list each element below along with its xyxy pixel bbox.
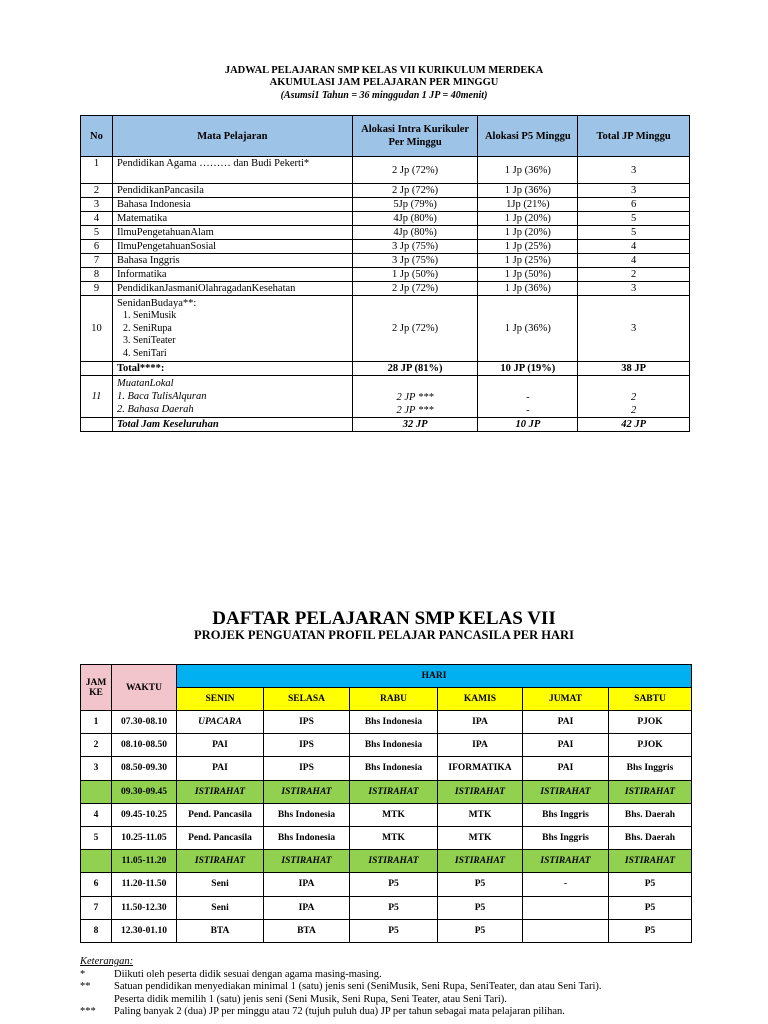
table-row bbox=[81, 896, 692, 919]
note-mark: *** bbox=[80, 1006, 96, 1017]
schedule-cell: P5 bbox=[609, 873, 692, 896]
schedule-cell: IPA bbox=[264, 873, 350, 896]
row-total: 3 bbox=[578, 157, 690, 184]
table-row bbox=[81, 919, 692, 942]
row-total: 3 bbox=[578, 296, 690, 362]
list-item: 4. SeniTari bbox=[133, 348, 348, 361]
row-intra: 3 Jp (75%) bbox=[352, 254, 478, 268]
notes bbox=[80, 956, 700, 1019]
row-no: 7 bbox=[81, 254, 113, 268]
schedule-cell: Bhs Inggris bbox=[523, 826, 609, 849]
row-subject: Bahasa Indonesia bbox=[112, 198, 352, 212]
schedule-cell: ISTIRAHAT bbox=[523, 850, 609, 873]
schedule-cell: PJOK bbox=[609, 734, 692, 757]
total-row bbox=[81, 362, 690, 376]
row-subject: IlmuPengetahuanAlam bbox=[112, 226, 352, 240]
note-item bbox=[80, 1006, 700, 1019]
day-selasa: SELASA bbox=[264, 688, 350, 711]
schedule-cell: ISTIRAHAT bbox=[177, 780, 264, 803]
schedule-cell: Bhs Indonesia bbox=[350, 757, 438, 780]
row-no: 2 bbox=[81, 184, 113, 198]
table-row bbox=[81, 711, 692, 734]
table-row bbox=[81, 184, 690, 198]
row-p5: 1 Jp (20%) bbox=[478, 212, 578, 226]
row-intra: 5Jp (79%) bbox=[352, 198, 478, 212]
row-subject: Matematika bbox=[112, 212, 352, 226]
note-text: Diikuti oleh peserta didik sesuai dengan agama masing-masing. bbox=[114, 968, 382, 980]
day-rabu: RABU bbox=[350, 688, 438, 711]
row-intra: 2 Jp (72%) bbox=[352, 282, 478, 296]
schedule-title-2: AKUMULASI JAM PELAJARAN PER MINGGU bbox=[269, 77, 499, 88]
schedule-cell: Bhs. Daerah bbox=[609, 826, 692, 849]
waktu-cell: 08.10-08.50 bbox=[112, 734, 177, 757]
row-p5: 1 Jp (36%) bbox=[478, 282, 578, 296]
grand-total-total: 42 JP bbox=[578, 418, 690, 432]
grand-total-intra: 32 JP bbox=[352, 418, 478, 432]
row-p5: 1 Jp (25%) bbox=[478, 254, 578, 268]
row-total: 2 bbox=[578, 268, 690, 282]
schedule-cell: Bhs Inggris bbox=[609, 757, 692, 780]
schedule-cell: ISTIRAHAT bbox=[523, 780, 609, 803]
schedule-subtitle: (Asumsi1 Tahun = 36 minggudan 1 JP = 40menit) bbox=[280, 90, 488, 101]
muatan-title: MuatanLokal bbox=[116, 378, 174, 389]
waktu-cell: 12.30-01.10 bbox=[112, 919, 177, 942]
notes-label: Keterangan: bbox=[80, 956, 134, 967]
muatan-total-1: 2 bbox=[630, 392, 637, 403]
schedule-cell bbox=[523, 919, 609, 942]
jam-cell: 3 bbox=[81, 757, 112, 780]
row-subject: Informatika bbox=[112, 268, 352, 282]
row-subject: PendidikanPancasila bbox=[112, 184, 352, 198]
daily-title: DAFTAR PELAJARAN SMP KELAS VII bbox=[212, 608, 556, 629]
schedule-cell: ISTIRAHAT bbox=[609, 780, 692, 803]
table-row bbox=[81, 254, 690, 268]
arts-row bbox=[81, 296, 690, 362]
row-p5: 1 Jp (36%) bbox=[478, 296, 578, 362]
header-subject: Mata Pelajaran bbox=[112, 116, 352, 157]
header-p5: Alokasi P5 Minggu bbox=[478, 116, 578, 157]
arts-list bbox=[117, 310, 348, 360]
table-row bbox=[81, 734, 692, 757]
jam-cell: 1 bbox=[81, 711, 112, 734]
row-total: 5 bbox=[578, 212, 690, 226]
schedule-cell: - bbox=[523, 873, 609, 896]
row-intra: 2 Jp (72%) bbox=[352, 184, 478, 198]
row-no: 10 bbox=[81, 296, 113, 362]
schedule-cell: PAI bbox=[177, 734, 264, 757]
jam-cell: 4 bbox=[81, 803, 112, 826]
grand-total-label: Total Jam Keseluruhan bbox=[112, 418, 352, 432]
schedule-cell: P5 bbox=[438, 896, 523, 919]
muatan-p5-2: - bbox=[526, 405, 530, 416]
note-item bbox=[80, 969, 700, 982]
muatan-intra-1: 2 JP *** bbox=[396, 392, 434, 403]
schedule-cell: Bhs. Daerah bbox=[609, 803, 692, 826]
waktu-cell: 09.30-09.45 bbox=[112, 780, 177, 803]
jam-cell bbox=[81, 780, 112, 803]
row-intra: 2 Jp (72%) bbox=[352, 296, 478, 362]
break-row bbox=[81, 780, 692, 803]
waktu-cell: 11.50-12.30 bbox=[112, 896, 177, 919]
muatan-p5 bbox=[478, 376, 578, 418]
schedule-cell: P5 bbox=[438, 919, 523, 942]
list-item: 1. Baca TulisAlquran bbox=[116, 391, 207, 402]
row-no: 8 bbox=[81, 268, 113, 282]
schedule-cell: Bhs Indonesia bbox=[350, 711, 438, 734]
muatan-row bbox=[81, 376, 690, 418]
schedule-cell: ISTIRAHAT bbox=[264, 780, 350, 803]
row-subject: PendidikanJasmaniOlahragadanKesehatan bbox=[112, 282, 352, 296]
row-p5: 1Jp (21%) bbox=[478, 198, 578, 212]
schedule-title: JADWAL PELAJARAN SMP KELAS VII KURIKULUM MERDEKA bbox=[224, 65, 544, 76]
schedule-cell: Bhs Indonesia bbox=[264, 826, 350, 849]
schedule-cell: PAI bbox=[177, 757, 264, 780]
grand-total-p5: 10 JP bbox=[478, 418, 578, 432]
table-row bbox=[81, 826, 692, 849]
table-row bbox=[81, 757, 692, 780]
schedule-cell: Bhs Inggris bbox=[523, 803, 609, 826]
table-row bbox=[81, 268, 690, 282]
schedule-cell bbox=[523, 896, 609, 919]
schedule-cell: PAI bbox=[523, 711, 609, 734]
waktu-cell: 10.25-11.05 bbox=[112, 826, 177, 849]
schedule-cell: ISTIRAHAT bbox=[264, 850, 350, 873]
arts-subject bbox=[112, 296, 352, 362]
list-item: 2. Bahasa Daerah bbox=[116, 404, 194, 415]
row-p5: 1 Jp (20%) bbox=[478, 226, 578, 240]
muatan-p5-1: - bbox=[526, 392, 530, 403]
row-no: 3 bbox=[81, 198, 113, 212]
jam-cell: 6 bbox=[81, 873, 112, 896]
weekly-hours-table bbox=[80, 115, 690, 432]
muatan-subject bbox=[112, 376, 352, 418]
table-row bbox=[81, 212, 690, 226]
schedule-cell: MTK bbox=[438, 826, 523, 849]
muatan-total-2: 2 bbox=[630, 405, 637, 416]
row-no: 11 bbox=[81, 376, 113, 418]
schedule-cell: IPS bbox=[264, 757, 350, 780]
schedule-cell: ISTIRAHAT bbox=[350, 850, 438, 873]
waktu-cell: 11.20-11.50 bbox=[112, 873, 177, 896]
list-item: 2. SeniRupa bbox=[133, 323, 348, 336]
row-no: 4 bbox=[81, 212, 113, 226]
row-total: 4 bbox=[578, 254, 690, 268]
note-item bbox=[80, 981, 700, 994]
header-hari: HARI bbox=[177, 665, 692, 688]
row-p5: 1 Jp (25%) bbox=[478, 240, 578, 254]
header-total: Total JP Minggu bbox=[578, 116, 690, 157]
row-intra: 4Jp (80%) bbox=[352, 226, 478, 240]
schedule-cell: P5 bbox=[609, 919, 692, 942]
day-kamis: KAMIS bbox=[438, 688, 523, 711]
table-row bbox=[81, 157, 690, 184]
schedule-cell: P5 bbox=[609, 896, 692, 919]
schedule-cell: IPA bbox=[438, 711, 523, 734]
schedule-cell: IPS bbox=[264, 734, 350, 757]
jam-cell bbox=[81, 850, 112, 873]
muatan-intra bbox=[352, 376, 478, 418]
waktu-cell: 09.45-10.25 bbox=[112, 803, 177, 826]
schedule-cell: P5 bbox=[438, 873, 523, 896]
row-p5: 1 Jp (50%) bbox=[478, 268, 578, 282]
header-jam: JAM KE bbox=[81, 665, 112, 711]
schedule-cell: IFORMATIKA bbox=[438, 757, 523, 780]
table-row bbox=[81, 240, 690, 254]
note-mark: ** bbox=[80, 981, 91, 992]
schedule-cell: Bhs Indonesia bbox=[350, 734, 438, 757]
schedule-cell: ISTIRAHAT bbox=[609, 850, 692, 873]
row-intra: 1 Jp (50%) bbox=[352, 268, 478, 282]
schedule-cell: MTK bbox=[438, 803, 523, 826]
row-no: 1 bbox=[81, 157, 113, 184]
empty-cell bbox=[81, 418, 113, 432]
schedule-cell: ISTIRAHAT bbox=[438, 780, 523, 803]
schedule-cell: BTA bbox=[177, 919, 264, 942]
schedule-cell: IPA bbox=[264, 896, 350, 919]
waktu-cell: 11.05-11.20 bbox=[112, 850, 177, 873]
row-total: 3 bbox=[578, 184, 690, 198]
row-intra: 3 Jp (75%) bbox=[352, 240, 478, 254]
schedule-cell: PAI bbox=[523, 757, 609, 780]
jam-cell: 7 bbox=[81, 896, 112, 919]
schedule-cell: Pend. Pancasila bbox=[177, 826, 264, 849]
note-text: Paling banyak 2 (dua) JP per minggu atau 72 (tujuh puluh dua) JP per tahun sebagai mata pelajaran pilihan. bbox=[114, 1006, 565, 1017]
header-intra: Alokasi Intra Kurikuler Per Minggu bbox=[352, 116, 478, 157]
total-intra: 28 JP (81%) bbox=[352, 362, 478, 376]
row-subject: Pendidikan Agama ……… dan Budi Pekerti* bbox=[112, 157, 352, 184]
schedule-cell: ISTIRAHAT bbox=[177, 850, 264, 873]
schedule-cell: IPS bbox=[264, 711, 350, 734]
muatan-total bbox=[578, 376, 690, 418]
muatan-intra-2: 2 JP *** bbox=[396, 405, 434, 416]
table-row bbox=[81, 282, 690, 296]
total-p5: 10 JP (19%) bbox=[478, 362, 578, 376]
schedule-cell: P5 bbox=[350, 873, 438, 896]
row-p5: 1 Jp (36%) bbox=[478, 184, 578, 198]
table-row bbox=[81, 873, 692, 896]
header-no: No bbox=[81, 116, 113, 157]
schedule-cell: PJOK bbox=[609, 711, 692, 734]
list-item: 3. SeniTeater bbox=[133, 335, 348, 348]
note-mark bbox=[80, 994, 114, 1007]
jam-cell: 2 bbox=[81, 734, 112, 757]
row-total: 6 bbox=[578, 198, 690, 212]
list-item: 1. SeniMusik bbox=[133, 310, 348, 323]
table-row bbox=[81, 803, 692, 826]
schedule-cell: P5 bbox=[350, 919, 438, 942]
row-total: 4 bbox=[578, 240, 690, 254]
note-text: Peserta didik memilih 1 (satu) jenis seni (Seni Musik, Seni Rupa, Seni Teater, atau Seni Tari). bbox=[114, 993, 507, 1005]
jam-cell: 8 bbox=[81, 919, 112, 942]
break-row bbox=[81, 850, 692, 873]
row-intra: 2 Jp (72%) bbox=[352, 157, 478, 184]
table-row bbox=[81, 226, 690, 240]
empty-cell bbox=[81, 362, 113, 376]
schedule-cell: MTK bbox=[350, 803, 438, 826]
row-total: 3 bbox=[578, 282, 690, 296]
daily-schedule-table bbox=[80, 664, 692, 943]
jam-cell: 5 bbox=[81, 826, 112, 849]
schedule-cell: MTK bbox=[350, 826, 438, 849]
waktu-cell: 07.30-08.10 bbox=[112, 711, 177, 734]
schedule-cell: ISTIRAHAT bbox=[438, 850, 523, 873]
note-item bbox=[80, 994, 700, 1007]
row-no: 6 bbox=[81, 240, 113, 254]
schedule-cell: P5 bbox=[350, 896, 438, 919]
waktu-cell: 08.50-09.30 bbox=[112, 757, 177, 780]
schedule-cell: IPA bbox=[438, 734, 523, 757]
arts-title: SenidanBudaya**: bbox=[116, 298, 197, 309]
schedule-cell: UPACARA bbox=[177, 711, 264, 734]
row-no: 9 bbox=[81, 282, 113, 296]
row-subject: IlmuPengetahuanSosial bbox=[112, 240, 352, 254]
schedule-cell: Seni bbox=[177, 896, 264, 919]
schedule-cell: ISTIRAHAT bbox=[350, 780, 438, 803]
day-jumat: JUMAT bbox=[523, 688, 609, 711]
day-senin: SENIN bbox=[177, 688, 264, 711]
daily-subtitle: PROJEK PENGUATAN PROFIL PELAJAR PANCASILA PER HARI bbox=[194, 628, 574, 642]
row-no: 5 bbox=[81, 226, 113, 240]
grand-total-row bbox=[81, 418, 690, 432]
note-text: Satuan pendidikan menyediakan minimal 1 (satu) jenis seni (SeniMusik, Seni Rupa, SeniTeater, dan atau Seni Tari). bbox=[114, 981, 602, 992]
schedule-cell: Seni bbox=[177, 873, 264, 896]
header-waktu: WAKTU bbox=[112, 665, 177, 711]
schedule-cell: Pend. Pancasila bbox=[177, 803, 264, 826]
day-sabtu: SABTU bbox=[609, 688, 692, 711]
total-total: 38 JP bbox=[578, 362, 690, 376]
row-intra: 4Jp (80%) bbox=[352, 212, 478, 226]
table-row bbox=[81, 198, 690, 212]
total-label: Total****: bbox=[112, 362, 352, 376]
note-mark: * bbox=[80, 968, 86, 980]
row-total: 5 bbox=[578, 226, 690, 240]
row-p5: 1 Jp (36%) bbox=[478, 157, 578, 184]
row-subject: Bahasa Inggris bbox=[112, 254, 352, 268]
schedule-cell: BTA bbox=[264, 919, 350, 942]
schedule-cell: Bhs Indonesia bbox=[264, 803, 350, 826]
schedule-cell: PAI bbox=[523, 734, 609, 757]
